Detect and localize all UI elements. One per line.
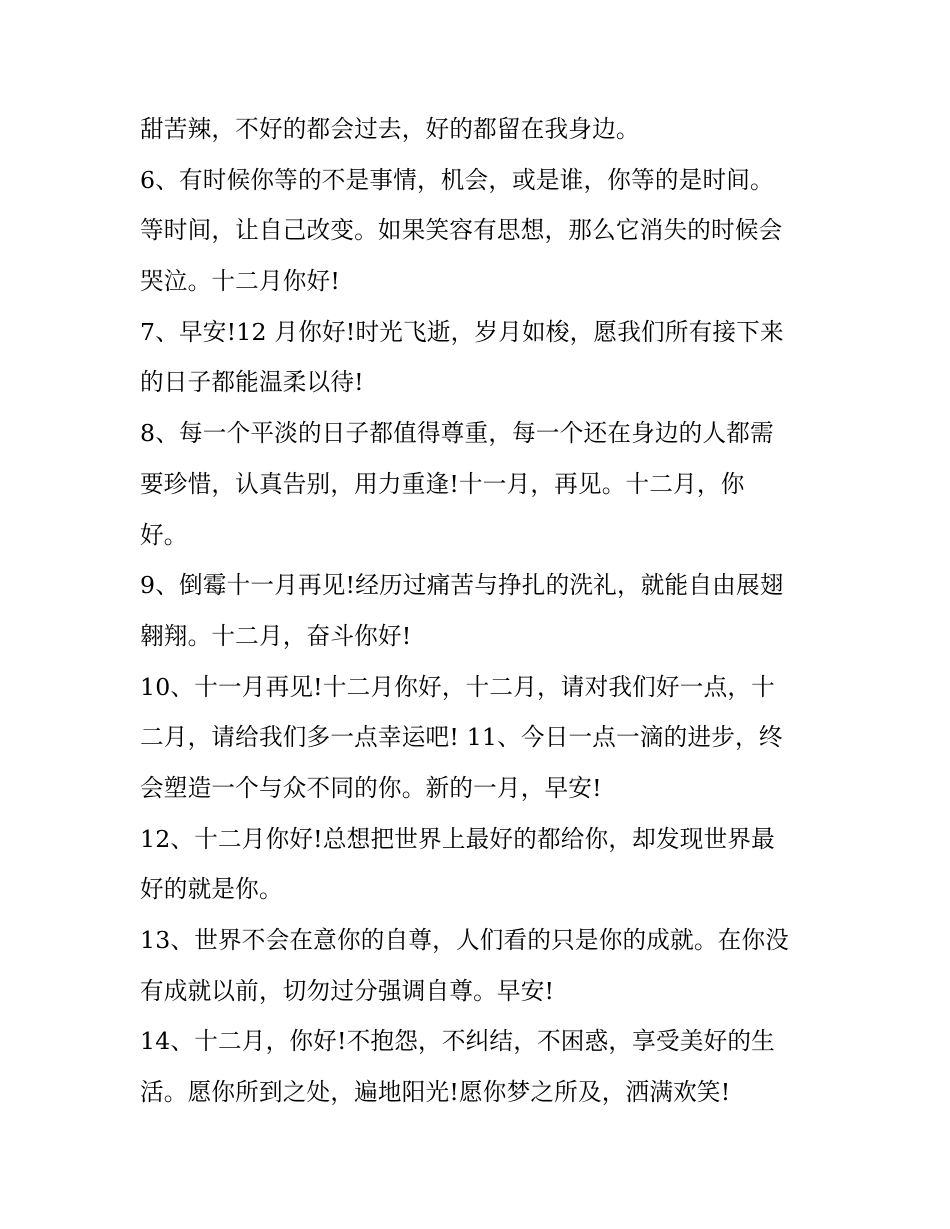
text-line: 7、早安!12 月你好!时光飞逝，岁月如梭，愿我们所有接下来	[140, 317, 784, 346]
text-line: 等时间，让自己改变。如果笑容有思想，那么它消失的时候会	[140, 216, 783, 245]
text-line: 的日子都能温柔以待!	[140, 368, 364, 397]
document-body	[140, 104, 812, 1118]
text-line: 6、有时候你等的不是事情，机会，或是谁，你等的是时间。	[140, 165, 774, 194]
text-line: 好的就是你。	[140, 875, 283, 904]
text-line: 要珍惜，认真告别，用力重逢!十一月，再见。十二月，你	[140, 469, 745, 498]
text-line: 10、十一月再见!十二月你好，十二月，请对我们好一点，十	[140, 672, 775, 701]
text-line: 有成就以前，切勿过分强调自尊。早安!	[140, 976, 555, 1005]
text-line: 9、倒霉十一月再见!经历过痛苦与挣扎的洗礼，就能自由展翅	[140, 571, 784, 600]
text-line: 二月，请给我们多一点幸运吧! 11、今日一点一滴的进步，终	[140, 723, 783, 752]
text-line: 活。愿你所到之处，遍地阳光!愿你梦之所及，洒满欢笑!	[140, 1078, 731, 1107]
text-line: 8、每一个平淡的日子都值得尊重，每一个还在身边的人都需	[140, 419, 774, 448]
text-line: 翱翔。十二月，奋斗你好!	[140, 621, 412, 650]
text-line: 会塑造一个与众不同的你。新的一月，早安!	[140, 773, 602, 802]
text-line: 14、十二月，你好!不抱怨，不纠结，不困惑，享受美好的生	[140, 1027, 775, 1056]
text-line: 13、世界不会在意你的自尊，人们看的只是你的成就。在你没	[140, 926, 790, 954]
text-line: 12、十二月你好!总想把世界上最好的都给你，却发现世界最	[140, 824, 775, 853]
text-line: 哭泣。十二月你好!	[140, 267, 341, 296]
text-line: 甜苦辣，不好的都会过去，好的都留在我身边。	[140, 115, 640, 143]
text-line: 好。	[140, 520, 188, 549]
